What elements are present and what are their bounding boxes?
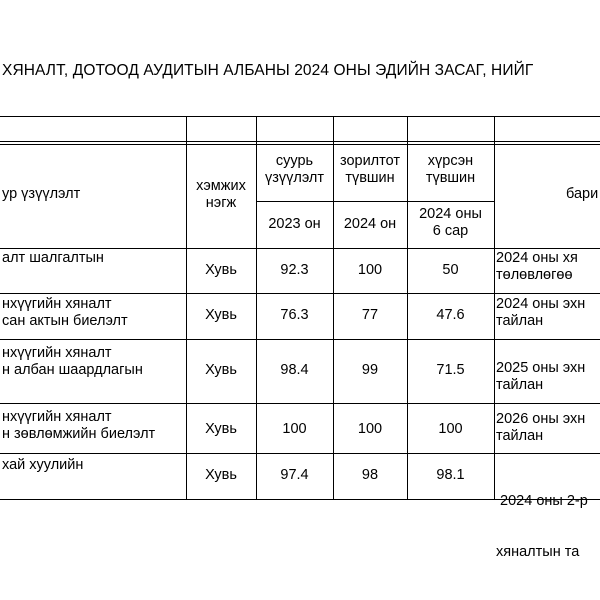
row-indicator-line: алт шалгалтын xyxy=(2,250,104,266)
document-title: ХЯНАЛТ, ДОТООД АУДИТЫН АЛБАНЫ 2024 ОНЫ ЭДИЙН ЗАСАГ, НИЙГ xyxy=(2,62,534,79)
table-rule xyxy=(0,141,600,142)
header-target xyxy=(333,153,407,187)
row-target-value: 99 xyxy=(361,362,379,378)
header-achieved-period-line: 6 сар xyxy=(432,223,469,239)
header-achieved-period-line: 2024 оны xyxy=(419,206,482,222)
row-unit: Хувь xyxy=(205,262,237,278)
row-indicator-line: сан актын биелэлт xyxy=(2,313,128,329)
table-rule xyxy=(0,339,600,340)
row-source-line: тайлан xyxy=(496,428,544,444)
header-unit xyxy=(186,178,256,212)
header-achieved-line: түвшин xyxy=(425,170,476,186)
row-unit: Хувь xyxy=(205,421,237,437)
row-base-value: 92.3 xyxy=(280,262,309,278)
header-base xyxy=(256,153,333,187)
header-source: бари xyxy=(566,186,599,202)
row-source-line: төлөвлөгөө xyxy=(496,267,573,283)
row-indicator xyxy=(2,345,143,379)
row-indicator-line: нхүүгийн хяналт xyxy=(2,409,112,425)
row-achieved-value: 50 xyxy=(442,262,459,278)
header-achieved xyxy=(407,153,494,187)
row-indicator xyxy=(2,409,155,443)
row-target-value: 100 xyxy=(357,262,383,278)
row-source xyxy=(496,459,588,595)
row-source-line: 2024 оны эхн xyxy=(496,296,586,312)
row-indicator-line: н албан шаардлагын xyxy=(2,362,143,378)
row-achieved-value: 47.6 xyxy=(436,307,465,323)
row-unit: Хувь xyxy=(205,362,237,378)
row-source-line: тайлан xyxy=(496,313,544,329)
header-base-line: суурь xyxy=(275,153,314,169)
row-achieved-value: 98.1 xyxy=(436,467,465,483)
row-indicator-line: нхүүгийн хяналт xyxy=(2,296,112,312)
header-target-line: түвшин xyxy=(345,170,395,186)
row-base-value: 97.4 xyxy=(280,467,309,483)
row-achieved-value: 71.5 xyxy=(436,362,465,378)
row-base-value: 98.4 xyxy=(280,362,309,378)
row-indicator xyxy=(2,457,83,474)
row-indicator xyxy=(2,296,128,330)
row-target-value: 98 xyxy=(361,467,379,483)
header-base-line: үзүүлэлт xyxy=(264,170,325,186)
row-indicator-line: нхүүгийн хяналт xyxy=(2,345,112,361)
header-indicator: ур үзүүлэлт xyxy=(2,186,81,202)
row-base-value: 100 xyxy=(282,421,307,437)
header-target-line: зорилтот xyxy=(339,153,401,169)
table-rule xyxy=(0,248,600,249)
table-rule xyxy=(0,403,600,404)
header-unit-line: нэгж xyxy=(205,195,237,211)
row-source xyxy=(496,250,578,284)
row-source-line: 2024 оны хя xyxy=(496,250,578,266)
table-rule xyxy=(256,201,494,202)
row-source xyxy=(496,411,585,445)
row-unit: Хувь xyxy=(205,307,237,323)
row-unit: Хувь xyxy=(205,467,237,483)
table-rule xyxy=(0,116,600,117)
header-target-year: 2024 он xyxy=(343,216,397,232)
row-indicator xyxy=(2,250,104,267)
table-rule xyxy=(494,116,495,500)
row-indicator-line: н зөвлөмжийн биелэлт xyxy=(2,426,156,442)
row-source xyxy=(496,360,585,394)
row-target-value: 77 xyxy=(361,307,379,323)
row-source-line: 2026 оны эхн xyxy=(496,411,586,427)
row-indicator-line: хай хуулийн xyxy=(2,457,84,473)
table-rule xyxy=(0,144,600,145)
row-source-line: хяналтын та xyxy=(496,544,580,560)
row-source xyxy=(496,296,585,330)
header-achieved-period xyxy=(407,206,494,240)
row-source-line: 2024 оны 2-р xyxy=(496,493,588,509)
row-target-value: 100 xyxy=(357,421,383,437)
row-achieved-value: 100 xyxy=(438,421,463,437)
header-base-year: 2023 он xyxy=(268,216,321,232)
table-rule xyxy=(0,293,600,294)
table-rule xyxy=(0,453,600,454)
row-source-line: тайлан xyxy=(496,377,544,393)
header-achieved-line: хүрсэн xyxy=(427,153,474,169)
header-unit-line: хэмжих xyxy=(196,178,246,194)
row-base-value: 76.3 xyxy=(280,307,309,323)
row-source-line: 2025 оны эхн xyxy=(496,360,586,376)
